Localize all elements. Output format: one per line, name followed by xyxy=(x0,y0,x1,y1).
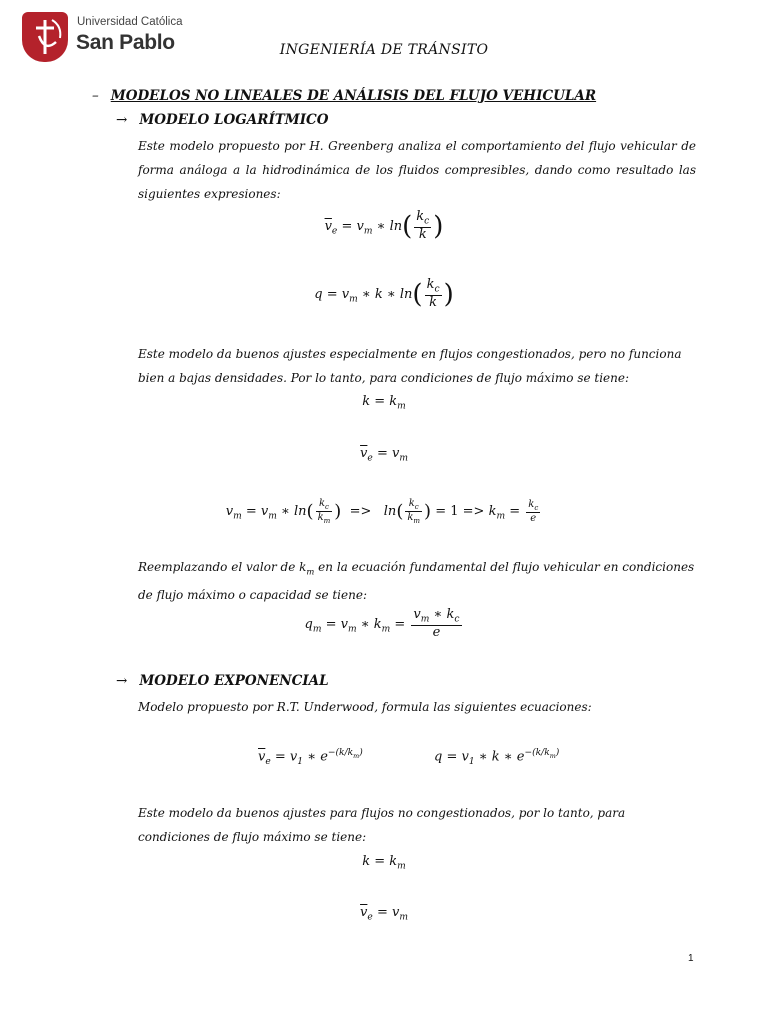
page-number: 1 xyxy=(688,953,694,964)
logo-line2: San Pablo xyxy=(76,31,175,54)
equation-km-derivation: $v_m = v_m$ ∗ ln( $\frac{k_c}{k_m}$ ) => ln( $\frac{k_c}{k_m}$ ) = $1 => k_m$ = $\frac{k_c}{e}$ xyxy=(225,498,539,526)
page-header: INGENIERÍA DE TRÁNSITO xyxy=(279,42,489,58)
exp-model-note: Este modelo da buenos ajustes para flujos no congestionados, por lo tanto, para condiciones de flujo máximo se tiene: xyxy=(138,806,626,844)
equation-ve-vm: $\overline{v}_e = v_m$ xyxy=(360,446,408,464)
replace-text-part1: Reemplazando el valor de xyxy=(138,560,300,574)
log-model-title: MODELO LOGARÍTMICO xyxy=(139,112,329,128)
equation-k-km-2: $k = k_m$ xyxy=(362,854,406,872)
exp-model-heading xyxy=(116,673,329,689)
section-title: MODELOS NO LINEALES DE ANÁLISIS DEL FLUJO VEHICULAR xyxy=(110,88,597,104)
equation-ve-vm-2: $\overline{v}_e = v_m$ xyxy=(360,905,408,923)
section-heading xyxy=(92,88,596,104)
arrow-right-icon: → xyxy=(116,673,128,689)
log-model-note: Este modelo da buenos ajustes especialmente en flujos congestionados, pero no funciona bien a bajas densidades. Por lo tanto, para condiciones de flujo máximo se tiene: xyxy=(138,347,682,385)
section-bullet: – xyxy=(92,88,99,104)
exp-model-intro: Modelo propuesto por R.T. Underwood, formula las siguientes ecuaciones: xyxy=(138,700,592,714)
equation-k-km: $k = k_m$ xyxy=(362,394,406,412)
log-model-replace-text xyxy=(138,555,696,607)
km-symbol: $k_m$ xyxy=(299,560,315,577)
log-model-heading xyxy=(116,112,329,128)
log-model-intro: Este modelo propuesto por H. Greenberg analiza el comportamiento del flujo vehicular de forma análoga a la hidrodinámica de los fluidos compresibles, dando como resultado las siguientes expresiones: xyxy=(138,139,696,201)
equation-log-flow: $q = v_m$ ∗ k ∗ ln( $\frac{k_c}{k}$ ) xyxy=(314,277,454,311)
logo-line1: Universidad Católica xyxy=(77,16,183,28)
arrow-right-icon: → xyxy=(116,112,128,128)
equation-log-speed: $\overline{v}_e = v_m$ ∗ ln( $\frac{k_c}{k}$ ) xyxy=(324,209,444,243)
replace-text-part2: en la ecuación fundamental del flujo vehicular en condiciones de flujo máximo o capacidad se tiene: xyxy=(138,560,695,603)
equation-qm: $q_m = v_m$ ∗ $k_m$ = $\frac{v_m ∗ k_c}{e}$ xyxy=(304,607,460,641)
exp-model-title: MODELO EXPONENCIAL xyxy=(139,673,329,689)
equation-exp-speed: $\overline{v}_e = v_1$ ∗ $e^{-(k/k_m)}$ xyxy=(258,748,363,767)
equation-exp-flow: $q = v_1$ ∗ k ∗ $e^{-(k/k_m)}$ xyxy=(434,748,560,767)
